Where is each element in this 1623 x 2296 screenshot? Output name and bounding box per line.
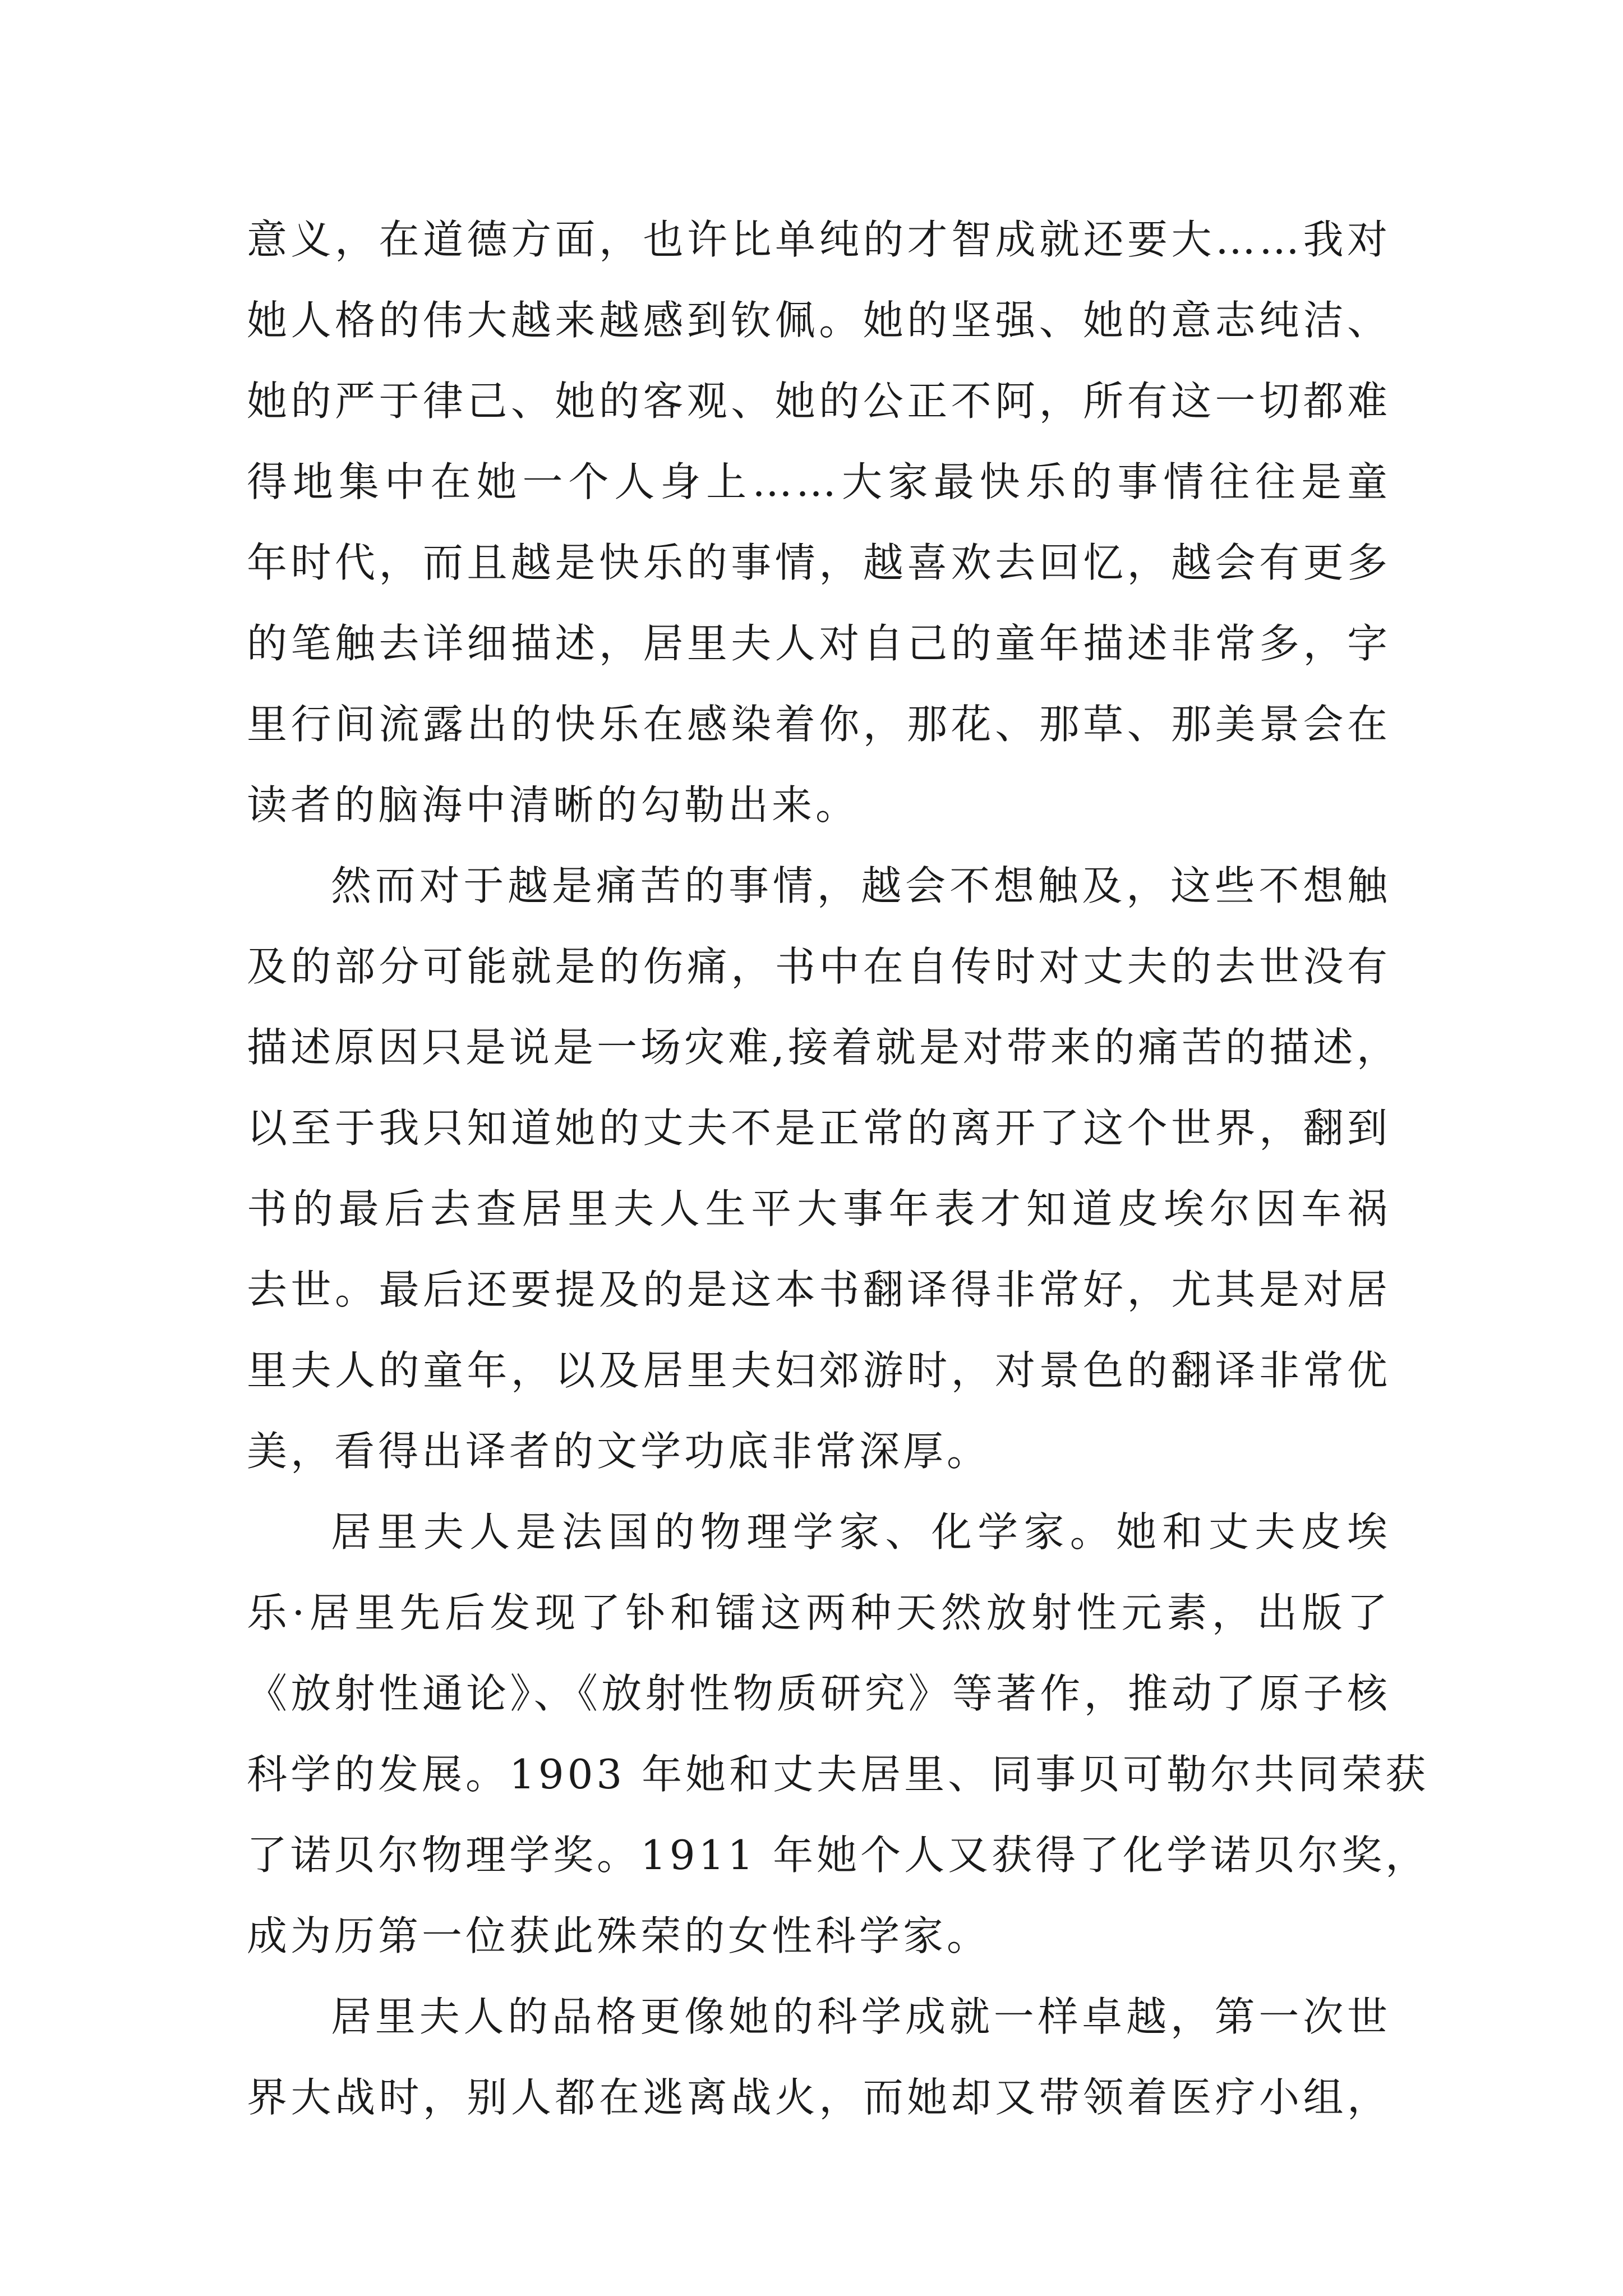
- text-line: 描述原因只是说是一场灾难,接着就是对带来的痛苦的描述，: [247, 1024, 1400, 1071]
- paragraph-4: [247, 1976, 1391, 2138]
- text-line: 科学的发展。1903 年她和丈夫居里、同事贝可勒尔共同荣获: [247, 1751, 1430, 1798]
- text-line: 居里夫人是法国的物理学家、化学家。她和丈夫皮埃: [331, 1508, 1391, 1556]
- text-line: 了诺贝尔物理学奖。1911 年她个人又获得了化学诺贝尔奖，: [247, 1832, 1430, 1879]
- text-line: 她的严于律己、她的客观、她的公正不阿，所有这一切都难: [247, 378, 1391, 425]
- text-line: 以至于我只知道她的丈夫不是正常的离开了这个世界，翻到: [247, 1105, 1391, 1152]
- text-line: 去世。最后还要提及的是这本书翻译得非常好，尤其是对居: [247, 1266, 1391, 1313]
- text-line: 里行间流露出的快乐在感染着你，那花、那草、那美景会在: [247, 701, 1391, 748]
- text-line: 年时代，而且越是快乐的事情，越喜欢去回忆，越会有更多: [247, 539, 1391, 586]
- text-line: 然而对于越是痛苦的事情，越会不想触及，这些不想触: [331, 862, 1391, 909]
- text-line: 读者的脑海中清晰的勾勒出来。: [247, 781, 860, 829]
- document-body: [247, 199, 1430, 2138]
- text-line: 书的最后去查居里夫人生平大事年表才知道皮埃尔因车祸: [247, 1185, 1391, 1232]
- text-line: 乐·居里先后发现了钋和镭这两种天然放射性元素，出版了: [247, 1589, 1391, 1636]
- text-line: 里夫人的童年，以及居里夫妇郊游时，对景色的翻译非常优: [247, 1347, 1391, 1394]
- paragraph-3: [247, 1492, 1430, 1976]
- text-line: 的笔触去详细描述，居里夫人对自己的童年描述非常多，字: [247, 620, 1391, 667]
- text-line: 成为历第一位获此殊荣的女性科学家。: [247, 1912, 991, 1959]
- text-line: 意义，在道德方面，也许比单纯的才智成就还要大……我对: [247, 216, 1391, 263]
- text-line: 居里夫人的品格更像她的科学成就一样卓越，第一次世: [331, 1993, 1391, 2040]
- text-line: 得地集中在她一个人身上……大家最快乐的事情往往是童: [247, 458, 1391, 505]
- paragraph-1: [247, 199, 1391, 845]
- text-line: 《放射性通论》、《放射性物质研究》等著作，推动了原子核: [247, 1670, 1391, 1717]
- text-line: 及的部分可能就是的伤痛，书中在自传时对丈夫的去世没有: [247, 943, 1391, 990]
- text-line: 界大战时，别人都在逃离战火，而她却又带领着医疗小组，: [247, 2074, 1391, 2121]
- paragraph-2: [247, 845, 1400, 1492]
- text-line: 她人格的伟大越来越感到钦佩。她的坚强、她的意志纯洁、: [247, 297, 1391, 344]
- text-line: 美，看得出译者的文学功底非常深厚。: [247, 1428, 991, 1475]
